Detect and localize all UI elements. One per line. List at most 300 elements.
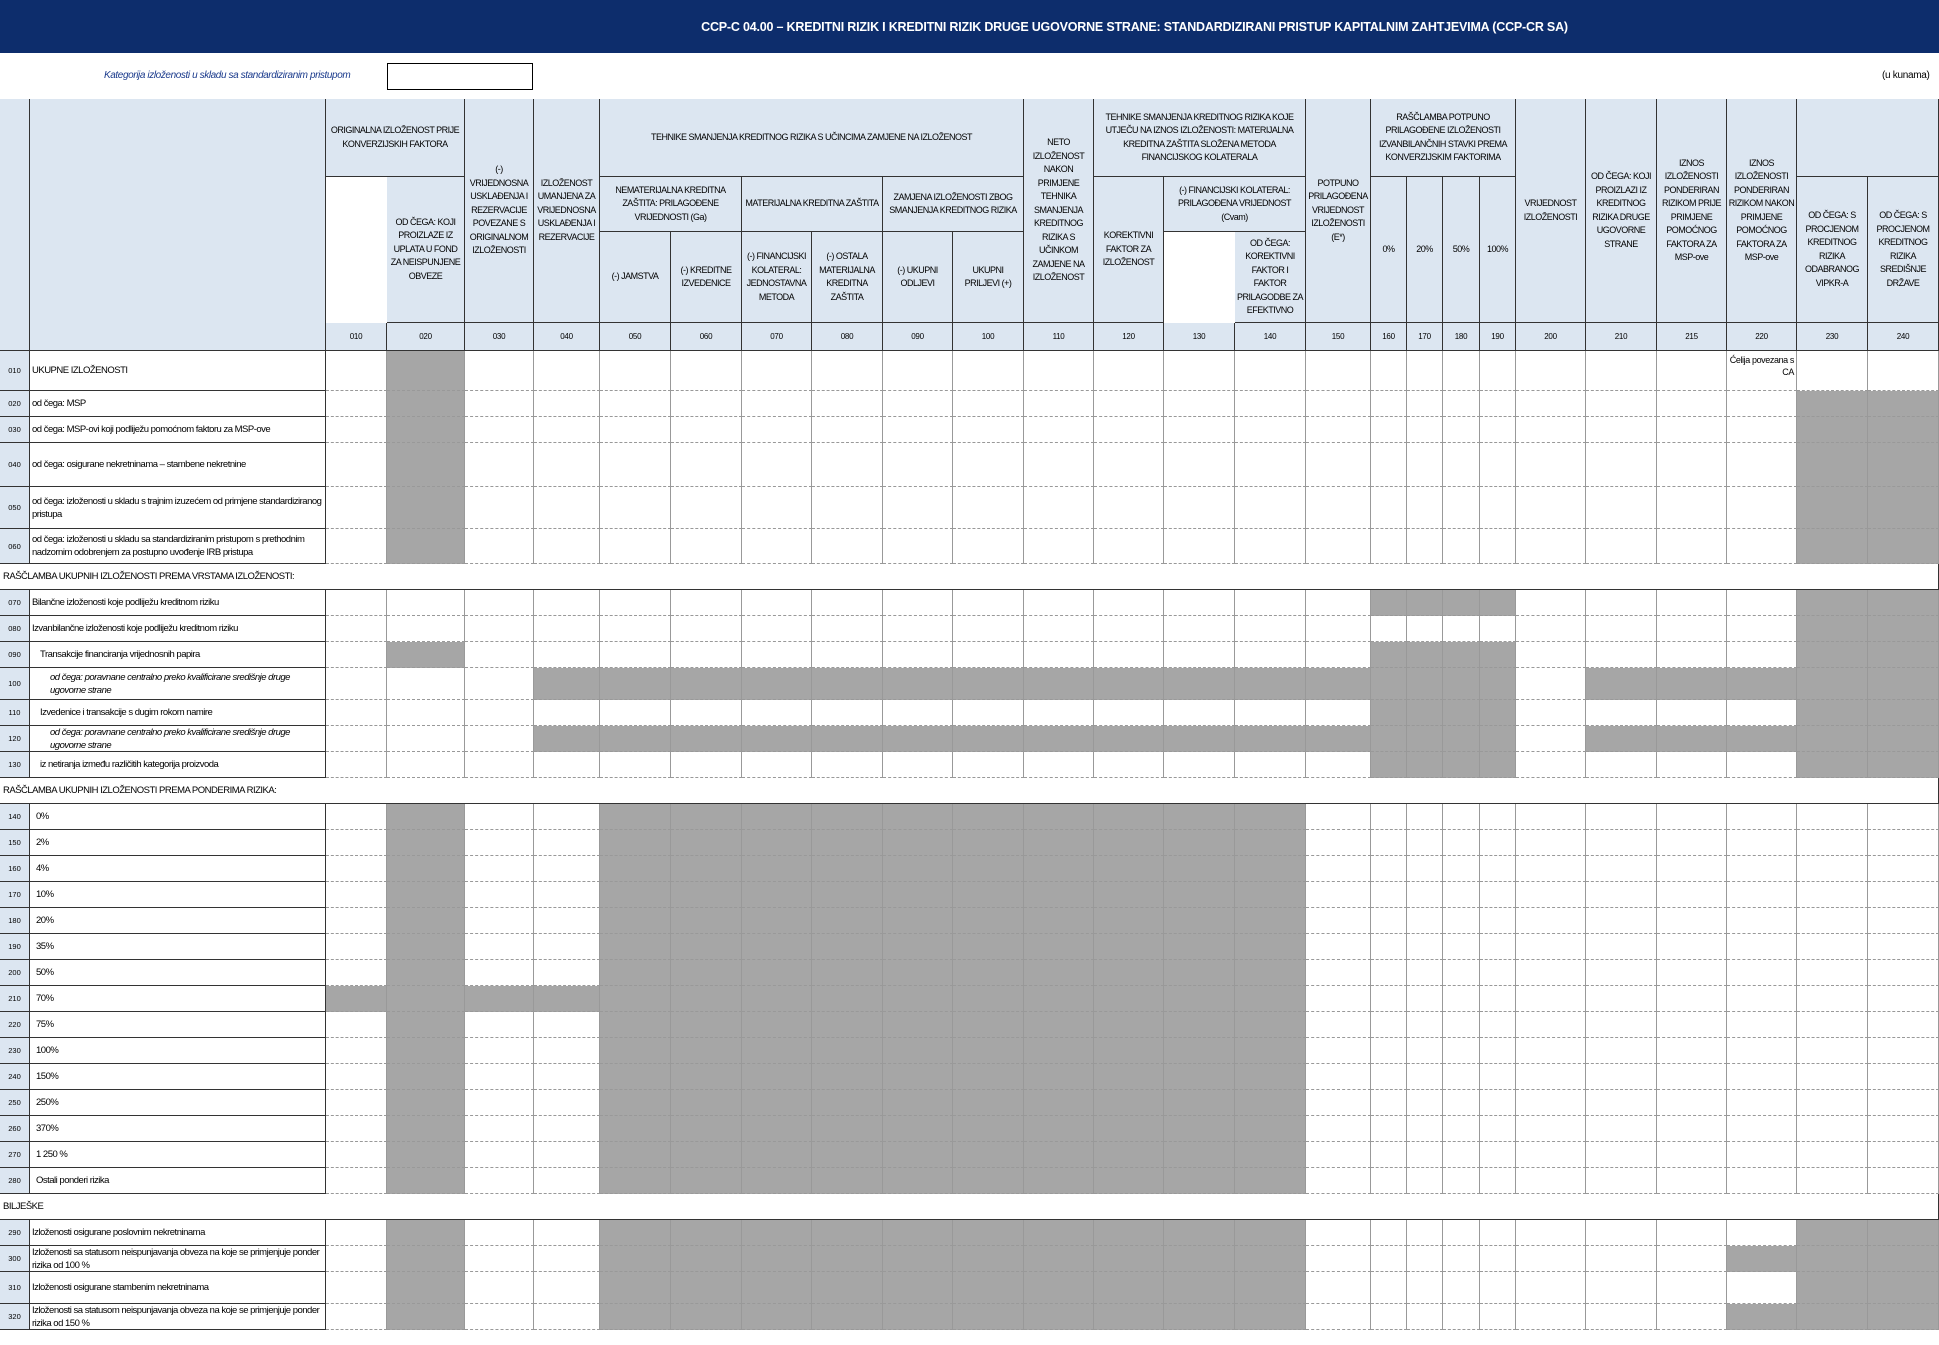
- data-cell[interactable]: [1657, 1116, 1727, 1142]
- data-cell[interactable]: [1586, 700, 1657, 726]
- data-cell[interactable]: [1480, 1142, 1516, 1168]
- data-cell[interactable]: [465, 1246, 534, 1272]
- data-cell[interactable]: [671, 590, 742, 616]
- data-cell[interactable]: [1657, 986, 1727, 1012]
- data-cell[interactable]: [534, 882, 600, 908]
- data-cell[interactable]: [1480, 1272, 1516, 1304]
- data-cell[interactable]: [1407, 986, 1443, 1012]
- data-cell[interactable]: [1480, 986, 1516, 1012]
- data-cell[interactable]: [600, 391, 671, 417]
- data-cell[interactable]: [1797, 882, 1868, 908]
- data-cell[interactable]: [1235, 351, 1306, 391]
- data-cell[interactable]: [1235, 391, 1306, 417]
- data-cell[interactable]: [326, 1038, 387, 1064]
- data-cell[interactable]: [465, 934, 534, 960]
- data-cell[interactable]: [1727, 986, 1797, 1012]
- data-cell[interactable]: [1727, 529, 1797, 564]
- data-cell[interactable]: [1516, 752, 1586, 778]
- data-cell[interactable]: [1371, 830, 1407, 856]
- data-cell[interactable]: [465, 1272, 534, 1304]
- data-cell[interactable]: [1371, 1220, 1407, 1246]
- data-cell[interactable]: [1586, 351, 1657, 391]
- data-cell[interactable]: [326, 668, 387, 700]
- data-cell[interactable]: [534, 960, 600, 986]
- data-cell[interactable]: [1657, 1220, 1727, 1246]
- data-cell[interactable]: [1480, 804, 1516, 830]
- data-cell[interactable]: [1306, 830, 1371, 856]
- data-cell[interactable]: [1371, 1246, 1407, 1272]
- data-cell[interactable]: [1407, 1038, 1443, 1064]
- data-cell[interactable]: [465, 616, 534, 642]
- data-cell[interactable]: [1657, 590, 1727, 616]
- data-cell[interactable]: [465, 1090, 534, 1116]
- data-cell[interactable]: [1586, 417, 1657, 443]
- data-cell[interactable]: [326, 351, 387, 391]
- data-cell[interactable]: [1306, 1272, 1371, 1304]
- data-cell[interactable]: [953, 700, 1024, 726]
- data-cell[interactable]: [465, 642, 534, 668]
- data-cell[interactable]: [1657, 804, 1727, 830]
- data-cell[interactable]: [1657, 1142, 1727, 1168]
- data-cell[interactable]: [1235, 590, 1306, 616]
- data-cell[interactable]: [1586, 856, 1657, 882]
- data-cell[interactable]: [1586, 960, 1657, 986]
- data-cell[interactable]: [1443, 443, 1480, 487]
- data-cell[interactable]: [1235, 642, 1306, 668]
- data-cell[interactable]: [1586, 882, 1657, 908]
- data-cell[interactable]: [1727, 1090, 1797, 1116]
- data-cell[interactable]: [1371, 804, 1407, 830]
- data-cell[interactable]: [387, 668, 465, 700]
- data-cell[interactable]: [534, 1090, 600, 1116]
- data-cell[interactable]: [1407, 1090, 1443, 1116]
- data-cell[interactable]: [1586, 752, 1657, 778]
- data-cell[interactable]: [1235, 752, 1306, 778]
- data-cell[interactable]: [1306, 908, 1371, 934]
- data-cell[interactable]: [742, 417, 812, 443]
- data-cell[interactable]: [1024, 351, 1094, 391]
- data-cell[interactable]: [534, 417, 600, 443]
- data-cell[interactable]: [883, 752, 953, 778]
- data-cell[interactable]: [1586, 1168, 1657, 1194]
- data-cell[interactable]: [953, 417, 1024, 443]
- data-cell[interactable]: [1407, 351, 1443, 391]
- data-cell[interactable]: [1516, 1090, 1586, 1116]
- data-cell[interactable]: [1480, 529, 1516, 564]
- data-cell[interactable]: [1407, 1220, 1443, 1246]
- data-cell[interactable]: [1306, 391, 1371, 417]
- data-cell[interactable]: [1516, 391, 1586, 417]
- data-cell[interactable]: [1727, 616, 1797, 642]
- data-cell[interactable]: [742, 487, 812, 529]
- data-cell[interactable]: [1443, 830, 1480, 856]
- data-cell[interactable]: [1443, 882, 1480, 908]
- data-cell[interactable]: [1371, 1272, 1407, 1304]
- data-cell[interactable]: [1094, 700, 1164, 726]
- data-cell[interactable]: [465, 417, 534, 443]
- data-cell[interactable]: [465, 882, 534, 908]
- data-cell[interactable]: [742, 391, 812, 417]
- data-cell[interactable]: [1516, 668, 1586, 700]
- data-cell[interactable]: [883, 443, 953, 487]
- data-cell[interactable]: [1797, 804, 1868, 830]
- data-cell[interactable]: [534, 1272, 600, 1304]
- data-cell[interactable]: [465, 908, 534, 934]
- data-cell[interactable]: [1868, 1090, 1939, 1116]
- data-cell[interactable]: [1797, 830, 1868, 856]
- data-cell[interactable]: [1480, 960, 1516, 986]
- data-cell[interactable]: [1306, 934, 1371, 960]
- data-cell[interactable]: [883, 529, 953, 564]
- data-cell[interactable]: [812, 443, 883, 487]
- data-cell[interactable]: [1797, 1090, 1868, 1116]
- data-cell[interactable]: [534, 1246, 600, 1272]
- data-cell[interactable]: [953, 487, 1024, 529]
- data-cell[interactable]: [742, 529, 812, 564]
- data-cell[interactable]: [883, 642, 953, 668]
- data-cell[interactable]: [742, 642, 812, 668]
- data-cell[interactable]: [1657, 391, 1727, 417]
- data-cell[interactable]: [671, 700, 742, 726]
- data-cell[interactable]: [1306, 882, 1371, 908]
- data-cell[interactable]: [1480, 830, 1516, 856]
- data-cell[interactable]: [1371, 391, 1407, 417]
- data-cell[interactable]: [465, 590, 534, 616]
- data-cell[interactable]: [1657, 1064, 1727, 1090]
- data-cell[interactable]: [671, 487, 742, 529]
- data-cell[interactable]: [953, 752, 1024, 778]
- data-cell[interactable]: [1407, 830, 1443, 856]
- data-cell[interactable]: [1306, 1142, 1371, 1168]
- data-cell[interactable]: [742, 700, 812, 726]
- data-cell[interactable]: [1407, 960, 1443, 986]
- data-cell[interactable]: [1797, 1038, 1868, 1064]
- data-cell[interactable]: [1306, 1012, 1371, 1038]
- data-cell[interactable]: [1443, 351, 1480, 391]
- data-cell[interactable]: [1516, 590, 1586, 616]
- data-cell[interactable]: [1868, 986, 1939, 1012]
- data-cell[interactable]: [326, 1168, 387, 1194]
- data-cell[interactable]: [1516, 1246, 1586, 1272]
- data-cell[interactable]: [1480, 1012, 1516, 1038]
- data-cell[interactable]: [1516, 700, 1586, 726]
- data-cell[interactable]: [1657, 1168, 1727, 1194]
- data-cell[interactable]: [1235, 443, 1306, 487]
- data-cell[interactable]: [1657, 700, 1727, 726]
- data-cell[interactable]: [953, 351, 1024, 391]
- data-cell[interactable]: [1868, 934, 1939, 960]
- data-cell[interactable]: [1657, 1012, 1727, 1038]
- data-cell[interactable]: [1480, 856, 1516, 882]
- data-cell[interactable]: [1516, 1116, 1586, 1142]
- data-cell[interactable]: [1480, 1246, 1516, 1272]
- data-cell[interactable]: [465, 960, 534, 986]
- data-cell[interactable]: [1371, 616, 1407, 642]
- data-cell[interactable]: [1657, 642, 1727, 668]
- data-cell[interactable]: [1516, 1272, 1586, 1304]
- data-cell[interactable]: [742, 616, 812, 642]
- data-cell[interactable]: [465, 1220, 534, 1246]
- data-cell[interactable]: [1443, 1090, 1480, 1116]
- data-cell[interactable]: [1586, 487, 1657, 529]
- data-cell[interactable]: [1235, 700, 1306, 726]
- data-cell[interactable]: [1235, 616, 1306, 642]
- data-cell[interactable]: [1727, 934, 1797, 960]
- data-cell[interactable]: [671, 642, 742, 668]
- data-cell[interactable]: [1094, 487, 1164, 529]
- data-cell[interactable]: [1164, 642, 1235, 668]
- data-cell[interactable]: [1516, 417, 1586, 443]
- data-cell[interactable]: [671, 529, 742, 564]
- data-cell[interactable]: [1306, 616, 1371, 642]
- data-cell[interactable]: [1657, 1090, 1727, 1116]
- data-cell[interactable]: [1727, 391, 1797, 417]
- data-cell[interactable]: [1480, 882, 1516, 908]
- cell-note[interactable]: Ćelija povezana s CA: [1727, 351, 1797, 391]
- data-cell[interactable]: [953, 590, 1024, 616]
- data-cell[interactable]: [1586, 391, 1657, 417]
- data-cell[interactable]: [1586, 642, 1657, 668]
- data-cell[interactable]: [465, 1168, 534, 1194]
- data-cell[interactable]: [1727, 1142, 1797, 1168]
- data-cell[interactable]: [1868, 1038, 1939, 1064]
- data-cell[interactable]: [1443, 856, 1480, 882]
- data-cell[interactable]: [1164, 529, 1235, 564]
- data-cell[interactable]: [1407, 856, 1443, 882]
- data-cell[interactable]: [1480, 1038, 1516, 1064]
- data-cell[interactable]: [1024, 487, 1094, 529]
- data-cell[interactable]: [1657, 443, 1727, 487]
- data-cell[interactable]: [600, 642, 671, 668]
- data-cell[interactable]: [1371, 960, 1407, 986]
- data-cell[interactable]: [1868, 1168, 1939, 1194]
- data-cell[interactable]: [1868, 960, 1939, 986]
- data-cell[interactable]: [1727, 1064, 1797, 1090]
- data-cell[interactable]: [1094, 642, 1164, 668]
- data-cell[interactable]: [534, 590, 600, 616]
- data-cell[interactable]: [1657, 1304, 1727, 1330]
- data-cell[interactable]: [387, 752, 465, 778]
- data-cell[interactable]: [534, 1038, 600, 1064]
- data-cell[interactable]: [1024, 443, 1094, 487]
- data-cell[interactable]: [326, 1012, 387, 1038]
- data-cell[interactable]: [534, 487, 600, 529]
- data-cell[interactable]: [953, 529, 1024, 564]
- data-cell[interactable]: [465, 351, 534, 391]
- data-cell[interactable]: [812, 487, 883, 529]
- data-cell[interactable]: [465, 856, 534, 882]
- data-cell[interactable]: [1306, 960, 1371, 986]
- data-cell[interactable]: [326, 1246, 387, 1272]
- data-cell[interactable]: [1657, 960, 1727, 986]
- data-cell[interactable]: [1586, 1220, 1657, 1246]
- data-cell[interactable]: [1443, 1246, 1480, 1272]
- data-cell[interactable]: [812, 417, 883, 443]
- data-cell[interactable]: [1024, 700, 1094, 726]
- data-cell[interactable]: [1306, 417, 1371, 443]
- data-cell[interactable]: [326, 908, 387, 934]
- data-cell[interactable]: [326, 443, 387, 487]
- data-cell[interactable]: [1024, 417, 1094, 443]
- data-cell[interactable]: [1480, 908, 1516, 934]
- data-cell[interactable]: [326, 1142, 387, 1168]
- data-cell[interactable]: [387, 616, 465, 642]
- data-cell[interactable]: [1586, 1012, 1657, 1038]
- data-cell[interactable]: [742, 443, 812, 487]
- data-cell[interactable]: [534, 830, 600, 856]
- data-cell[interactable]: [1727, 752, 1797, 778]
- data-cell[interactable]: [1443, 1220, 1480, 1246]
- data-cell[interactable]: [1586, 1064, 1657, 1090]
- data-cell[interactable]: [1443, 960, 1480, 986]
- data-cell[interactable]: [1516, 986, 1586, 1012]
- data-cell[interactable]: [1797, 934, 1868, 960]
- data-cell[interactable]: [1443, 487, 1480, 529]
- data-cell[interactable]: [465, 700, 534, 726]
- data-cell[interactable]: [1727, 700, 1797, 726]
- data-cell[interactable]: [1407, 908, 1443, 934]
- data-cell[interactable]: [1306, 1090, 1371, 1116]
- data-cell[interactable]: [1516, 1168, 1586, 1194]
- data-cell[interactable]: [1516, 1038, 1586, 1064]
- data-cell[interactable]: [1306, 1304, 1371, 1330]
- data-cell[interactable]: [465, 443, 534, 487]
- data-cell[interactable]: [1306, 1116, 1371, 1142]
- data-cell[interactable]: [1727, 804, 1797, 830]
- data-cell[interactable]: [534, 1304, 600, 1330]
- data-cell[interactable]: [326, 1064, 387, 1090]
- data-cell[interactable]: [1371, 1116, 1407, 1142]
- data-cell[interactable]: [1657, 856, 1727, 882]
- data-cell[interactable]: [1868, 1116, 1939, 1142]
- data-cell[interactable]: [534, 642, 600, 668]
- data-cell[interactable]: [326, 391, 387, 417]
- data-cell[interactable]: [1306, 351, 1371, 391]
- data-cell[interactable]: [1024, 590, 1094, 616]
- data-cell[interactable]: [1443, 908, 1480, 934]
- data-cell[interactable]: [1480, 1064, 1516, 1090]
- data-cell[interactable]: [1407, 443, 1443, 487]
- data-cell[interactable]: [671, 417, 742, 443]
- data-cell[interactable]: [671, 616, 742, 642]
- data-cell[interactable]: [600, 590, 671, 616]
- data-cell[interactable]: [1306, 1246, 1371, 1272]
- data-cell[interactable]: [1480, 1220, 1516, 1246]
- data-cell[interactable]: [1480, 1116, 1516, 1142]
- data-cell[interactable]: [465, 1064, 534, 1090]
- data-cell[interactable]: [534, 1064, 600, 1090]
- data-cell[interactable]: [600, 752, 671, 778]
- data-cell[interactable]: [1586, 986, 1657, 1012]
- data-cell[interactable]: [534, 1142, 600, 1168]
- data-cell[interactable]: [326, 616, 387, 642]
- data-cell[interactable]: [1443, 1142, 1480, 1168]
- data-cell[interactable]: [1657, 417, 1727, 443]
- data-cell[interactable]: [953, 616, 1024, 642]
- data-cell[interactable]: [1516, 529, 1586, 564]
- data-cell[interactable]: [1407, 1116, 1443, 1142]
- data-cell[interactable]: [1797, 1012, 1868, 1038]
- data-cell[interactable]: [1657, 529, 1727, 564]
- data-cell[interactable]: [1480, 391, 1516, 417]
- data-cell[interactable]: [1516, 616, 1586, 642]
- data-cell[interactable]: [326, 934, 387, 960]
- data-cell[interactable]: [534, 616, 600, 642]
- data-cell[interactable]: [465, 804, 534, 830]
- data-cell[interactable]: [1516, 1142, 1586, 1168]
- data-cell[interactable]: [1094, 590, 1164, 616]
- data-cell[interactable]: [1727, 1168, 1797, 1194]
- data-cell[interactable]: [1516, 804, 1586, 830]
- data-cell[interactable]: [1586, 1304, 1657, 1330]
- data-cell[interactable]: [1164, 590, 1235, 616]
- data-cell[interactable]: [1371, 1038, 1407, 1064]
- data-cell[interactable]: [465, 1116, 534, 1142]
- data-cell[interactable]: [1586, 1142, 1657, 1168]
- data-cell[interactable]: [1094, 529, 1164, 564]
- data-cell[interactable]: [1371, 986, 1407, 1012]
- data-cell[interactable]: [1657, 1246, 1727, 1272]
- data-cell[interactable]: [1371, 1090, 1407, 1116]
- data-cell[interactable]: [1727, 487, 1797, 529]
- data-cell[interactable]: [465, 1038, 534, 1064]
- data-cell[interactable]: [1516, 830, 1586, 856]
- data-cell[interactable]: [1586, 616, 1657, 642]
- data-cell[interactable]: [1516, 1064, 1586, 1090]
- data-cell[interactable]: [1868, 1142, 1939, 1168]
- data-cell[interactable]: [1407, 1304, 1443, 1330]
- data-cell[interactable]: [1480, 616, 1516, 642]
- data-cell[interactable]: [465, 830, 534, 856]
- data-cell[interactable]: [1516, 1220, 1586, 1246]
- data-cell[interactable]: [1443, 1116, 1480, 1142]
- data-cell[interactable]: [1443, 417, 1480, 443]
- data-cell[interactable]: [1164, 700, 1235, 726]
- data-cell[interactable]: [326, 590, 387, 616]
- data-cell[interactable]: [387, 590, 465, 616]
- data-cell[interactable]: [1727, 882, 1797, 908]
- data-cell[interactable]: [326, 752, 387, 778]
- data-cell[interactable]: [1657, 934, 1727, 960]
- data-cell[interactable]: [534, 700, 600, 726]
- data-cell[interactable]: [1024, 642, 1094, 668]
- data-cell[interactable]: [1586, 590, 1657, 616]
- data-cell[interactable]: [534, 1012, 600, 1038]
- data-cell[interactable]: [1516, 726, 1586, 752]
- data-cell[interactable]: [326, 1220, 387, 1246]
- data-cell[interactable]: [671, 752, 742, 778]
- data-cell[interactable]: [1797, 1064, 1868, 1090]
- data-cell[interactable]: [1797, 1168, 1868, 1194]
- data-cell[interactable]: [326, 1304, 387, 1330]
- data-cell[interactable]: [1868, 1012, 1939, 1038]
- data-cell[interactable]: [1480, 934, 1516, 960]
- data-cell[interactable]: [1371, 1168, 1407, 1194]
- data-cell[interactable]: [742, 590, 812, 616]
- data-cell[interactable]: [326, 487, 387, 529]
- data-cell[interactable]: [1586, 529, 1657, 564]
- data-cell[interactable]: [1480, 443, 1516, 487]
- data-cell[interactable]: [1868, 882, 1939, 908]
- data-cell[interactable]: [1727, 1116, 1797, 1142]
- data-cell[interactable]: [1516, 856, 1586, 882]
- data-cell[interactable]: [1306, 804, 1371, 830]
- data-cell[interactable]: [1371, 417, 1407, 443]
- data-cell[interactable]: [534, 804, 600, 830]
- data-cell[interactable]: [1657, 908, 1727, 934]
- data-cell[interactable]: [1407, 487, 1443, 529]
- data-cell[interactable]: [1164, 391, 1235, 417]
